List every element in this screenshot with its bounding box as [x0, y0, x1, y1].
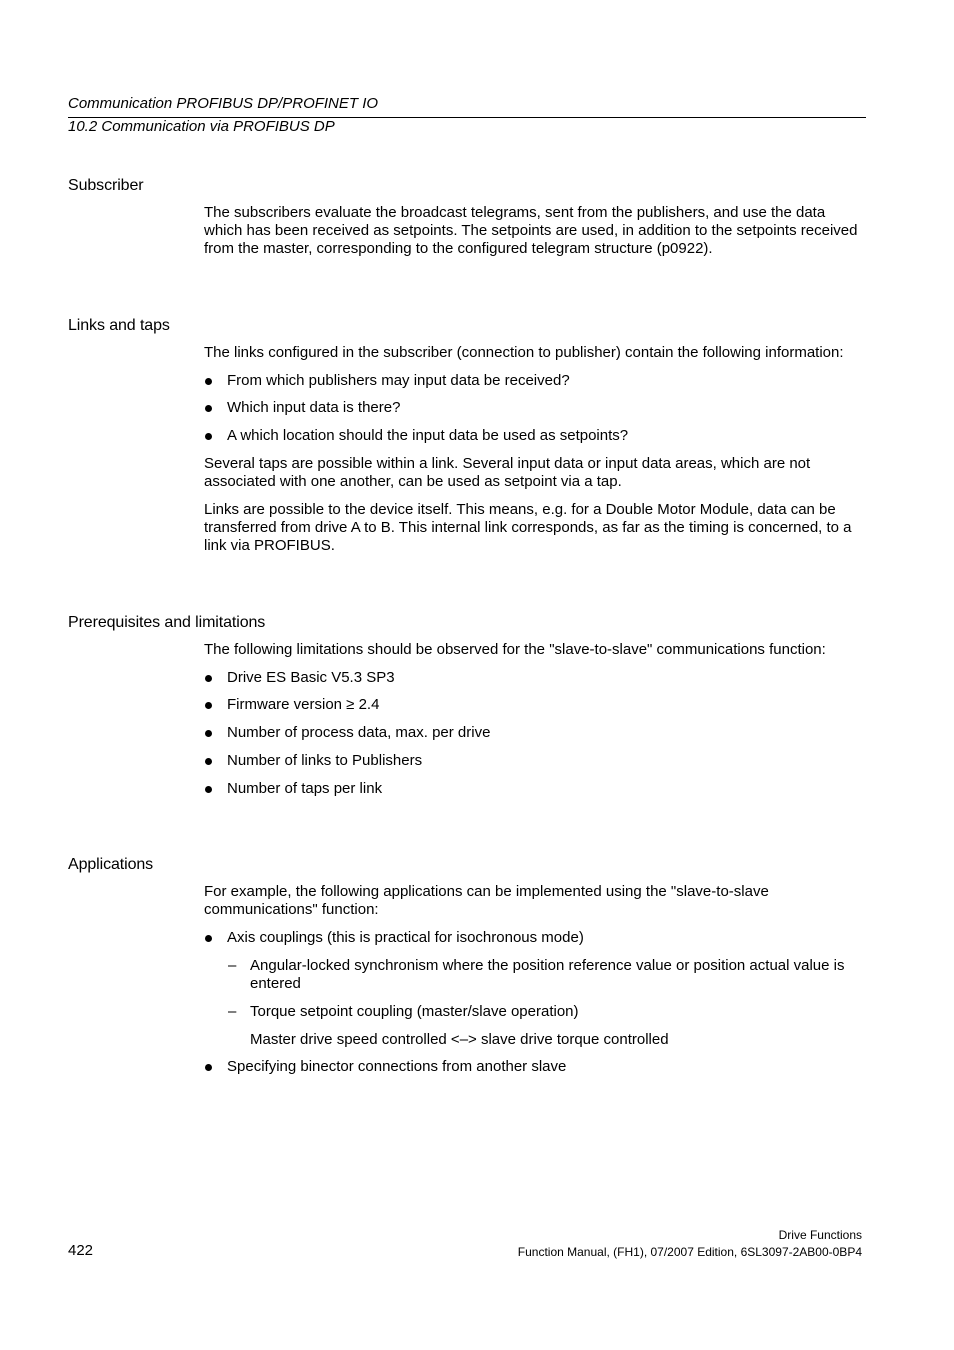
dash-marker: – [228, 1003, 237, 1020]
sub-list-note: Master drive speed controlled <–> slave drive torque controlled [250, 1031, 669, 1048]
bullet-icon [205, 935, 212, 942]
bullet-icon [205, 758, 212, 765]
links-body [204, 344, 862, 555]
bullet-icon [205, 378, 212, 385]
prereq-intro: The following limitations should be observed for the "slave-to-slave" communications function: [204, 641, 826, 658]
footer-edition-info: Function Manual, (FH1), 07/2007 Edition, 6SL3097-2AB00-0BP4 [517, 1245, 862, 1259]
applications-intro: For example, the following applications can be implemented using the "slave-to-slave communications" function: [204, 883, 769, 918]
running-header-title: Communication PROFIBUS DP/PROFINET IO [68, 95, 379, 112]
bullet-icon [205, 730, 212, 737]
list-item: Which input data is there? [204, 399, 862, 417]
links-paragraph-taps: Several taps are possible within a link. Several input data or input data areas, which are not associated with one another, can be used as setpoint via a tap. [204, 455, 811, 490]
bullet-icon [205, 675, 212, 682]
bullet-icon [205, 786, 212, 793]
sub-list-item: – Torque setpoint coupling (master/slave operation) [228, 1003, 579, 1020]
bullet-icon [205, 702, 212, 709]
page-number: 422 [68, 1242, 94, 1259]
list-item: Number of process data, max. per drive [204, 724, 862, 742]
links-intro: The links configured in the subscriber (connection to publisher) contain the following information: [204, 344, 844, 361]
list-item: Number of taps per link [204, 780, 862, 798]
list-item: Drive ES Basic V5.3 SP3 [204, 669, 862, 687]
links-paragraph-internal: Links are possible to the device itself. This means, e.g. for a Double Motor Module, data can be transferred from drive A to B. This internal link corresponds, as far as the timing is concerned, to a link via PROFIBUS. [204, 501, 852, 554]
bullet-icon [205, 1064, 212, 1071]
running-header-section: 10.2 Communication via PROFIBUS DP [68, 118, 335, 135]
heading-subscriber: Subscriber [68, 177, 144, 194]
list-item: From which publishers may input data be received? [204, 372, 862, 390]
subscriber-body [204, 204, 862, 258]
list-item: Number of links to Publishers [204, 752, 862, 770]
footer-document-title: Drive Functions [778, 1228, 862, 1242]
dash-marker: – [228, 957, 237, 974]
subscriber-paragraph: The subscribers evaluate the broadcast telegrams, sent from the publishers, and use the data which has been received as setpoints. The setpoints are used, in addition to the setpoints received from the master, corresponding to the configured telegram structure (p0922). [204, 204, 858, 257]
list-item: Firmware version ≥ 2.4 [204, 696, 862, 714]
sub-list-item: – Angular-locked synchronism where the position reference value or position actual value is entered [228, 957, 845, 992]
heading-applications: Applications [68, 856, 154, 873]
heading-prerequisites: Prerequisites and limitations [68, 614, 266, 631]
list-item: Axis couplings (this is practical for isochronous mode) [204, 929, 862, 947]
list-item: Specifying binector connections from another slave [204, 1058, 862, 1076]
list-item: A which location should the input data be used as setpoints? [204, 427, 862, 445]
bullet-icon [205, 433, 212, 440]
heading-links-and-taps: Links and taps [68, 317, 170, 334]
applications-body [204, 883, 862, 1076]
bullet-icon [205, 405, 212, 412]
prereq-body [204, 641, 862, 798]
